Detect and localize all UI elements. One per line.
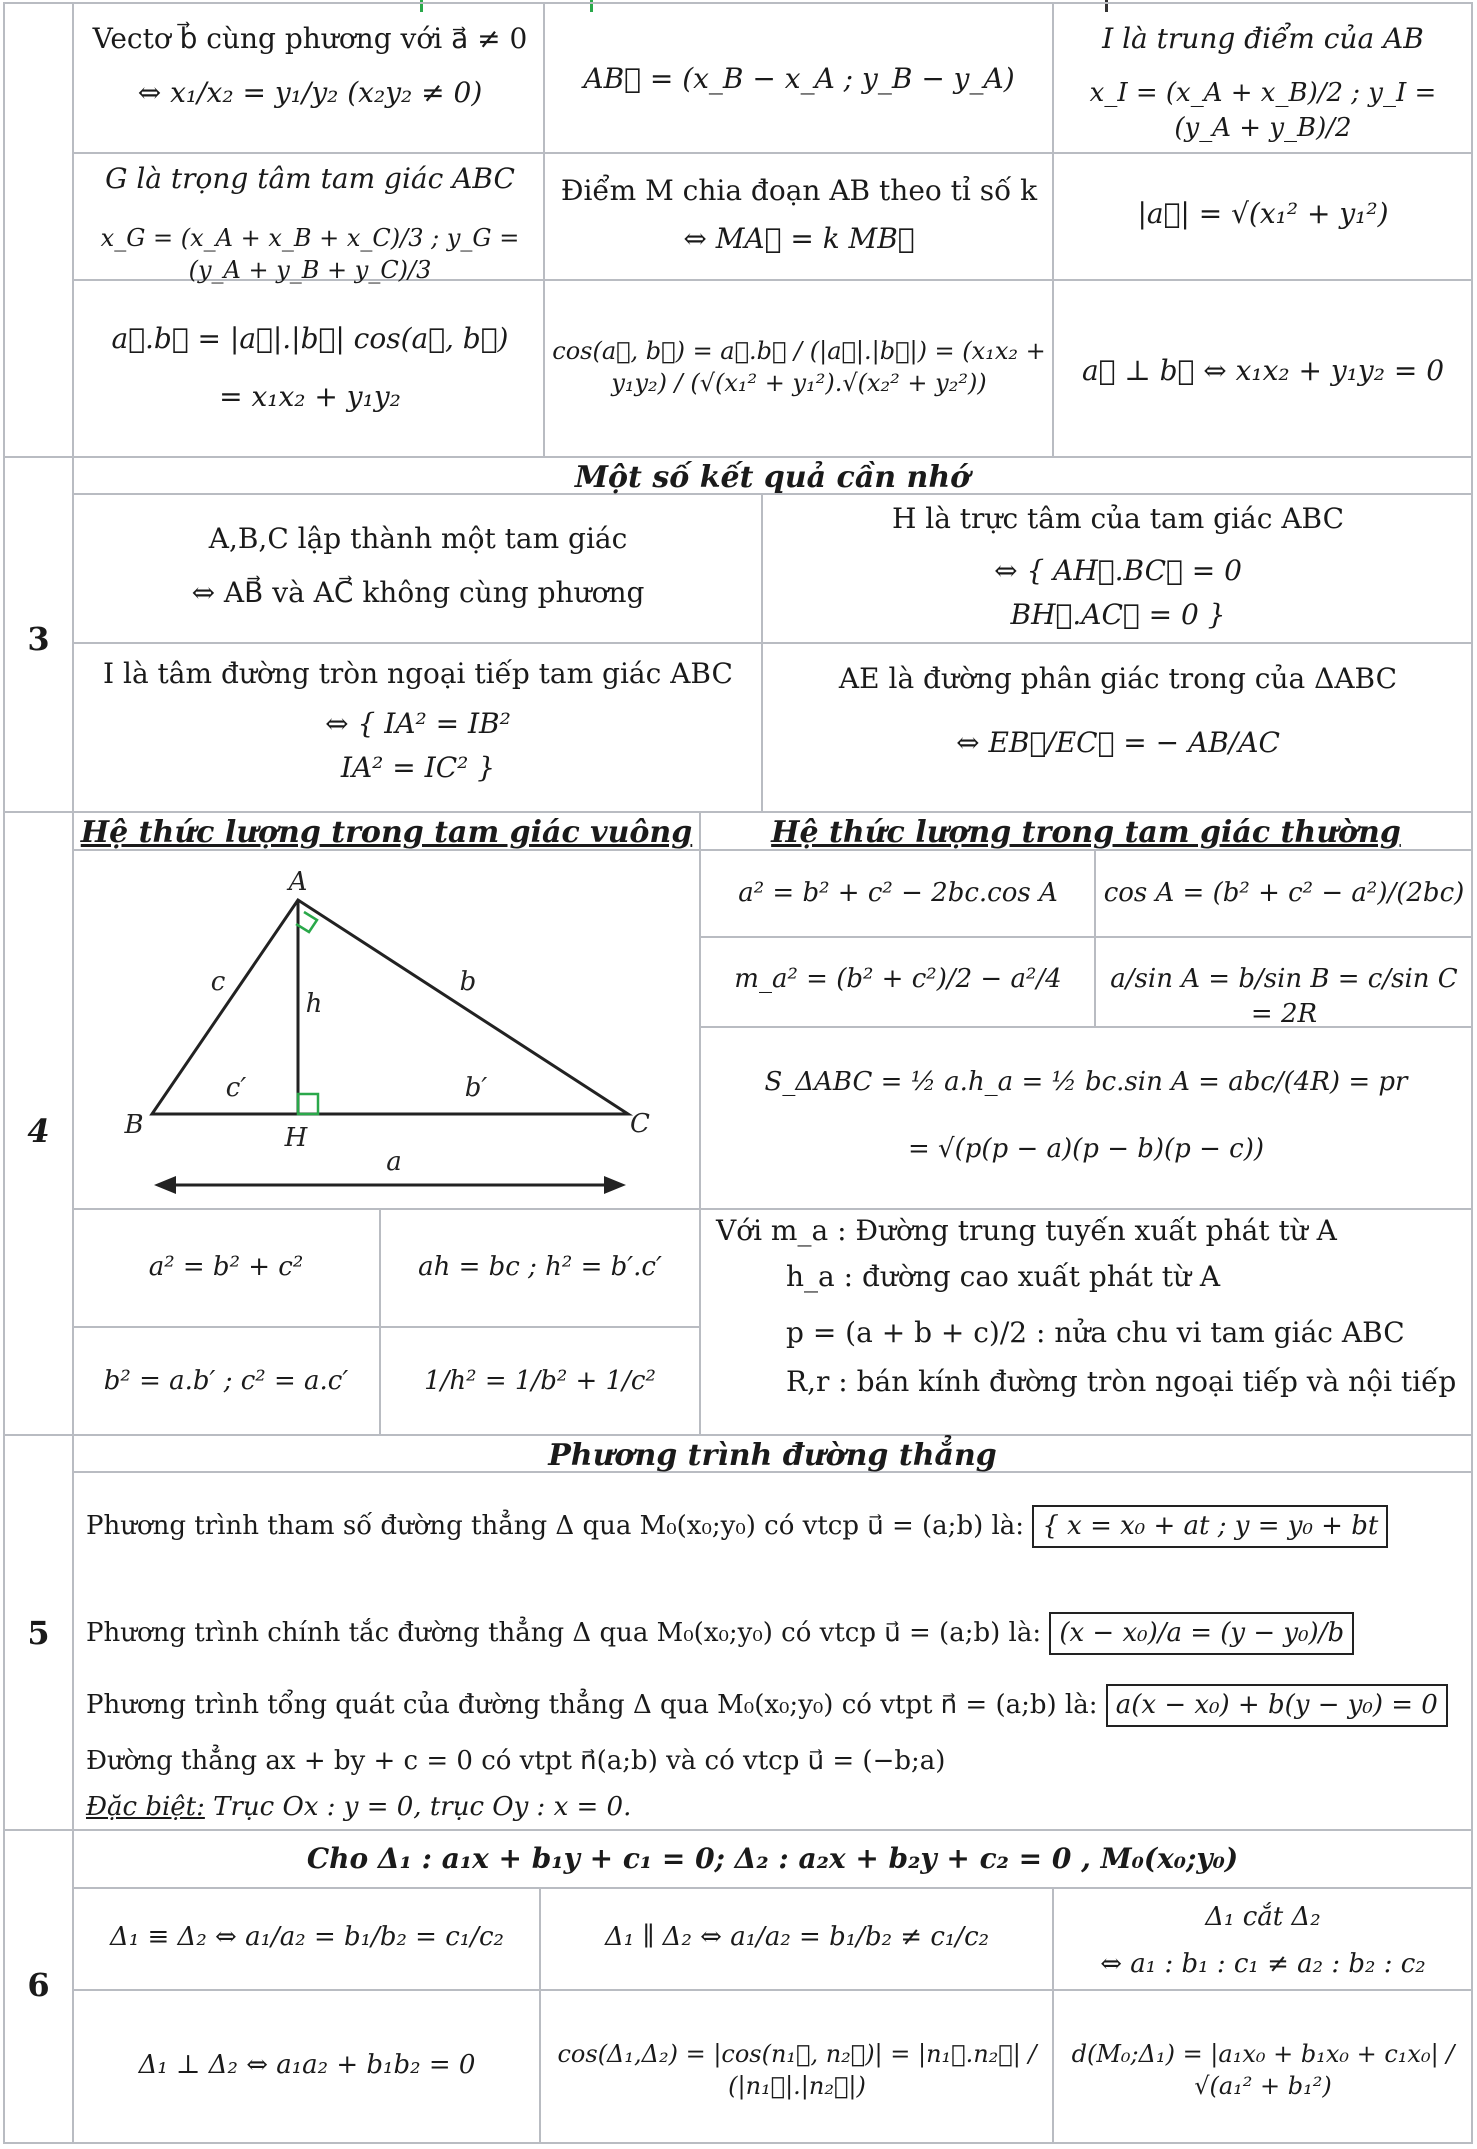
canonical-equation-box: (x − x₀)/a = (y − y₀)/b	[1049, 1612, 1354, 1655]
triangle-abc	[152, 900, 628, 1114]
cell-orthocenter	[768, 500, 1468, 633]
arrow-head-right	[604, 1176, 626, 1194]
cell-circumcenter	[80, 655, 756, 786]
cos-a-formula: cos A = (b² + c² − a²)/(2bc)	[1103, 878, 1465, 908]
parametric-equation-text: Phương trình tham số đường thẳng Δ qua M₀(x₀;y₀) có vtcp u⃗ = (a;b) là:	[86, 1511, 1025, 1541]
general-equation-box: a(x − x₀) + b(y − y₀) = 0	[1106, 1684, 1448, 1727]
bisector-formula: ⇔ EB⃗/EC⃗ = − AB/AC	[956, 725, 1280, 759]
foot-h-label: H	[284, 1123, 308, 1153]
triangle-condition-formula: ⇔ AB⃗ và AC⃗ không cùng phương	[191, 575, 645, 609]
cell-angle-bisector	[768, 660, 1468, 762]
parametric-equation-box: { x = x₀ + at ; y = y₀ + bt	[1032, 1505, 1388, 1548]
reciprocal-height-formula: 1/h² = 1/b² + 1/c²	[424, 1366, 656, 1396]
orthocenter-statement: H là trực tâm của tam giác ABC	[891, 502, 1345, 535]
circumcenter-line-1: ⇔ { IA² = IB²	[325, 706, 511, 740]
division-formula: ⇔ MA⃗ = k MB⃗	[683, 221, 915, 255]
cell-collinear-vectors	[80, 20, 540, 112]
dot-product-coords: = x₁x₂ + y₁y₂	[219, 379, 401, 413]
cell-division-point	[550, 172, 1048, 258]
cell-vector-length	[1058, 195, 1468, 233]
cell-cos-angle	[550, 335, 1048, 400]
centroid-formula: x_G = (x_A + x_B + x_C)/3 ; y_G = (y_A + y_B + y_C)/3	[100, 223, 520, 285]
circumcenter-line-2: IA² = IC² }	[340, 750, 496, 784]
cell-midpoint	[1058, 20, 1468, 146]
cos-angle-formula: cos(a⃗, b⃗) = a⃗.b⃗ / (|a⃗|.|b⃗|) = (x₁x₂ + y₁y₂) / (√(x₁² + y₁²).√(x₂² + y₂²))	[552, 337, 1046, 398]
triangle-condition-statement: A,B,C lập thành một tam giác	[208, 522, 628, 555]
circumcenter-statement: I là tâm đường tròn ngoại tiếp tam giác ABC	[103, 657, 733, 690]
section-3-title: Một số kết quả cần nhớ	[574, 460, 971, 495]
general-equation-text: Phương trình tổng quát của đường thẳng Δ qua M₀(x₀;y₀) có vtpt n⃗ = (a;b) là:	[86, 1690, 1098, 1720]
cell-perpendicular	[1058, 352, 1468, 390]
cell-dot-product	[80, 320, 540, 416]
midpoint-statement: I là trung điểm của AB	[1102, 22, 1424, 55]
height-h-label: h	[305, 989, 323, 1019]
centroid-statement: G là trọng tâm tam giác ABC	[105, 162, 515, 195]
lines-intersect-cell	[1058, 1900, 1468, 1982]
side-c-label: c	[210, 967, 226, 997]
cell-centroid	[80, 160, 540, 287]
right-triangle-title: Hệ thức lượng trong tam giác vuông	[80, 815, 693, 850]
median-length-formula: m_a² = (b² + c²)/2 − a²/4	[734, 964, 1062, 994]
parametric-equation-row	[86, 1505, 1466, 1548]
angle-between-lines-cell: cos(Δ₁,Δ₂) = |cos(n₁⃗, n₂⃗)| = |n₁⃗.n₂⃗| / (|n₁⃗|.|n₂⃗|)	[557, 2040, 1037, 2101]
section-number-3: 3	[27, 620, 50, 658]
section-number-4: 4	[27, 1112, 50, 1150]
section-5-title: Phương trình đường thẳng	[548, 1438, 997, 1473]
dot-product-formula: a⃗.b⃗ = |a⃗|.|b⃗| cos(a⃗, b⃗)	[111, 322, 509, 355]
special-axes-text: Trục Ox : y = 0, trục Oy : x = 0.	[204, 1792, 632, 1822]
lines-coincide-cell: Δ₁ ≡ Δ₂ ⇔ a₁/a₂ = b₁/b₂ = c₁/c₂	[110, 1922, 504, 1952]
altitude-product-formula: ah = bc ; h² = b′.c′	[418, 1252, 662, 1282]
lines-intersect-condition: ⇔ a₁ : b₁ : c₁ ≠ a₂ : b₂ : c₂	[1100, 1949, 1426, 1980]
collinear-statement: Vectơ b⃗ cùng phương với a⃗ ≠ 0	[92, 22, 528, 55]
base-a-label: a	[386, 1147, 402, 1177]
leg-projection-formula: b² = a.b′ ; c² = a.c′	[103, 1366, 349, 1396]
section-6-title: Cho Δ₁ : a₁x + b₁y + c₁ = 0; Δ₂ : a₂x + b₂y + c₂ = 0 , M₀(x₀;y₀)	[306, 1842, 1239, 1875]
direction-vector-text: Đường thẳng ax + by + c = 0 có vtpt n⃗(a;b) và có vtcp u⃗ = (−b;a)	[86, 1746, 946, 1776]
special-label: Đặc biệt:	[86, 1792, 205, 1822]
division-statement: Điểm M chia đoạn AB theo tỉ số k	[560, 174, 1038, 207]
orthocenter-line-1: ⇔ { AH⃗.BC⃗ = 0	[994, 553, 1242, 587]
area-formula: S_ΔABC = ½ a.h_a = ½ bc.sin A = abc/(4R) = pr	[764, 1067, 1408, 1097]
notes-block	[716, 1212, 1466, 1401]
general-equation-row	[86, 1684, 1466, 1727]
special-axes-row	[86, 1790, 1466, 1825]
law-of-sines: a/sin A = b/sin B = c/sin C = 2R	[1110, 964, 1458, 1030]
heron-formula: = √(p(p − a)(p − b)(p − c))	[908, 1134, 1264, 1164]
vector-length-formula: |a⃗| = √(x₁² + y₁²)	[1137, 197, 1389, 230]
right-triangle-diagram	[120, 860, 680, 1200]
note-median: Với m_a : Đường trung tuyến xuất phát từ A	[716, 1214, 1337, 1247]
section-number-5: 5	[27, 1614, 50, 1652]
law-of-cosines: a² = b² + c² − 2bc.cos A	[738, 878, 1058, 908]
cell-triangle-condition	[80, 520, 756, 612]
lines-perpendicular-cell: Δ₁ ⊥ Δ₂ ⇔ a₁a₂ + b₁b₂ = 0	[138, 2050, 476, 2080]
note-altitude: h_a : đường cao xuất phát từ A	[786, 1259, 1221, 1293]
perpendicular-formula: a⃗ ⊥ b⃗ ⇔ x₁x₂ + y₁y₂ = 0	[1081, 354, 1445, 387]
direction-vector-row	[86, 1744, 1466, 1779]
vertex-b-label: B	[124, 1110, 144, 1140]
collinear-formula: ⇔ x₁/x₂ = y₁/y₂ (x₂y₂ ≠ 0)	[137, 75, 483, 109]
orthocenter-line-2: BH⃗.AC⃗ = 0 }	[1010, 597, 1226, 631]
midpoint-formula: x_I = (x_A + x_B)/2 ; y_I = (y_A + y_B)/2	[1089, 77, 1437, 143]
canonical-equation-row	[86, 1612, 1466, 1655]
pythagoras-formula: a² = b² + c²	[148, 1252, 304, 1282]
arrow-head-left	[154, 1176, 176, 1194]
note-radii: R,r : bán kính đường tròn ngoại tiếp và nội tiếp	[786, 1365, 1457, 1399]
cell-vector-ab	[550, 60, 1048, 98]
bisector-statement: AE là đường phân giác trong của ΔABC	[838, 662, 1398, 695]
lines-parallel-cell: Δ₁ ∥ Δ₂ ⇔ a₁/a₂ = b₁/b₂ ≠ c₁/c₂	[604, 1922, 990, 1952]
lines-intersect-statement: Δ₁ cắt Δ₂	[1205, 1902, 1321, 1932]
side-b-label: b	[459, 967, 477, 997]
note-semiperimeter: p = (a + b + c)/2 : nửa chu vi tam giác ABC	[786, 1315, 1405, 1349]
vertex-c-label: C	[630, 1109, 650, 1139]
segment-b-prime-label: b′	[464, 1073, 488, 1103]
segment-c-prime-label: c′	[225, 1073, 247, 1103]
vector-ab-formula: AB⃗ = (x_B − x_A ; y_B − y_A)	[583, 62, 1015, 95]
general-triangle-title: Hệ thức lượng trong tam giác thường	[771, 815, 1401, 850]
right-angle-mark-h	[298, 1094, 318, 1114]
point-line-distance-cell: d(M₀;Δ₁) = |a₁x₀ + b₁x₀ + c₁x₀| / √(a₁² + b₁²)	[1071, 2040, 1455, 2101]
section-number-6: 6	[27, 1966, 50, 2004]
canonical-equation-text: Phương trình chính tắc đường thẳng Δ qua M₀(x₀;y₀) có vtcp u⃗ = (a;b) là:	[86, 1618, 1042, 1648]
vertex-a-label: A	[288, 867, 308, 897]
